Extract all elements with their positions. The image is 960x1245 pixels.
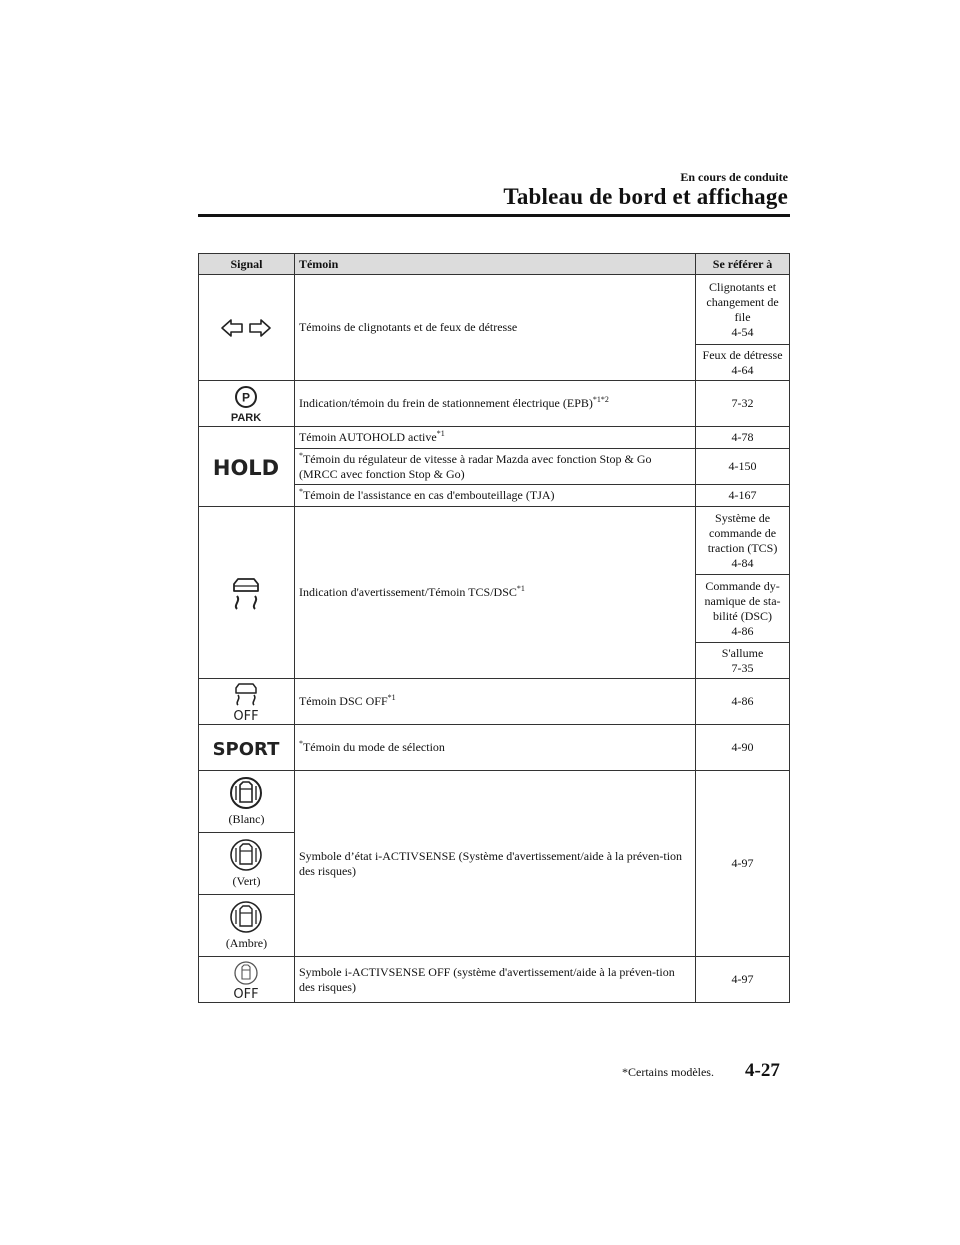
temoin-text: Témoin AUTOHOLD active	[298, 430, 437, 444]
footnote: *Certains modèles.	[622, 1065, 714, 1079]
footnote-marker: *	[298, 450, 303, 460]
table-row	[199, 957, 790, 1003]
ref-page: 4-84	[731, 555, 754, 570]
table-header-row	[199, 254, 790, 275]
ref-text: Commande dy-namique de sta-bilité (DSC)	[704, 578, 781, 623]
signal-cell	[199, 771, 295, 833]
i-activsense-off-icon	[229, 960, 263, 1000]
temoin-text: Témoin du mode de sélection	[302, 740, 445, 754]
temoin-text: Témoin DSC OFF	[298, 694, 388, 708]
indicator-table	[198, 253, 790, 1003]
ref-cell: 4-97	[696, 957, 790, 1003]
svg-text:P: P	[242, 390, 251, 404]
svg-text:OFF: OFF	[233, 708, 260, 722]
table-row	[199, 275, 790, 345]
tcs-dsc-skid-icon	[228, 576, 264, 610]
color-caption: (Ambre)	[225, 936, 268, 950]
table-row	[199, 679, 790, 725]
turn-signal-arrows-icon	[220, 317, 272, 339]
ref-page: 7-35	[731, 660, 754, 675]
temoin-text: Indication/témoin du frein de stationnement électrique (EPB)	[298, 396, 593, 410]
ref-cell	[696, 643, 790, 679]
svg-text:PARK: PARK	[231, 411, 262, 423]
parking-brake-icon	[229, 385, 263, 423]
temoin-cell	[294, 679, 695, 725]
ref-cell: 4-86	[696, 679, 790, 725]
i-activsense-green-icon	[229, 838, 263, 872]
ref-cell: 7-32	[696, 381, 790, 427]
signal-cell	[199, 833, 295, 895]
ref-text: Clignotants et changement de file	[706, 279, 779, 324]
temoin-cell	[294, 381, 695, 427]
footnote-marker: *1*2	[592, 395, 609, 404]
hold-icon	[211, 454, 281, 480]
footnote-marker: *1	[436, 429, 445, 438]
ref-cell: 4-167	[696, 485, 790, 507]
temoin-text: Témoin de l'assistance en cas d'embouteillage (TJA)	[302, 488, 555, 502]
svg-text:HOLD: HOLD	[213, 455, 280, 480]
ref-cell: 4-97	[696, 771, 790, 957]
signal-cell	[199, 507, 295, 679]
footnote-marker: *	[298, 487, 303, 496]
i-activsense-amber-icon	[229, 900, 263, 934]
ref-cell: 4-78	[696, 427, 790, 449]
svg-text:OFF: OFF	[233, 986, 260, 1000]
signal-cell	[199, 381, 295, 427]
page-title: Tableau de bord et affichage	[503, 184, 788, 209]
footnote-marker: *1	[387, 693, 396, 702]
temoin-cell	[294, 449, 695, 485]
ref-page: 4-86	[731, 623, 754, 638]
table-row	[199, 381, 790, 427]
page-number: 4-27	[745, 1060, 780, 1081]
ref-text: Feux de détresse	[702, 347, 783, 362]
signal-cell	[199, 679, 295, 725]
color-caption: (Vert)	[232, 874, 261, 888]
table-row	[199, 507, 790, 575]
ref-page: 4-64	[731, 362, 754, 377]
col-ref-header: Se référer à	[696, 254, 790, 275]
temoin-text: Témoin du régulateur de vitesse à radar Mazda avec fonction Stop & Go (MRCC avec fonction Stop & Go)	[298, 451, 652, 481]
table-row	[199, 725, 790, 771]
color-caption: (Blanc)	[228, 812, 265, 826]
signal-cell	[199, 725, 295, 771]
ref-cell	[696, 275, 790, 345]
temoin-cell	[294, 427, 695, 449]
temoin-text: Indication d'avertissement/Témoin TCS/DSC	[298, 585, 517, 599]
ref-cell: 4-90	[696, 725, 790, 771]
table-row	[199, 427, 790, 449]
temoin-cell	[294, 485, 695, 507]
ref-text: S'allume	[721, 645, 764, 660]
temoin-cell: Symbole i-ACTIVSENSE OFF (système d'avertissement/aide à la préven-tion des risques)	[294, 957, 695, 1003]
signal-cell	[199, 895, 295, 957]
footnote-marker: *	[298, 739, 303, 748]
temoin-cell	[294, 507, 695, 679]
ref-cell	[696, 507, 790, 575]
header-rule	[198, 214, 790, 217]
signal-cell	[199, 427, 295, 507]
ref-cell	[696, 345, 790, 381]
table-row	[199, 771, 790, 833]
ref-cell	[696, 575, 790, 643]
temoin-cell: Témoins de clignotants et de feux de détresse	[294, 275, 695, 381]
svg-text:SPORT: SPORT	[213, 738, 280, 759]
temoin-cell	[294, 725, 695, 771]
ref-page: 4-54	[731, 324, 754, 339]
footnote-marker: *1	[516, 584, 525, 593]
signal-cell	[199, 275, 295, 381]
i-activsense-white-icon	[229, 776, 263, 810]
ref-cell: 4-150	[696, 449, 790, 485]
sport-mode-icon	[210, 737, 282, 759]
col-temoin-header: Témoin	[294, 254, 695, 275]
ref-text: Système de commande de traction (TCS)	[707, 510, 778, 555]
col-signal-header: Signal	[199, 254, 295, 275]
signal-cell	[199, 957, 295, 1003]
section-label: En cours de conduite	[680, 170, 788, 184]
temoin-cell: Symbole d’état i-ACTIVSENSE (Système d'avertissement/aide à la préven-tion des risques)	[294, 771, 695, 957]
dsc-off-icon	[229, 682, 263, 722]
